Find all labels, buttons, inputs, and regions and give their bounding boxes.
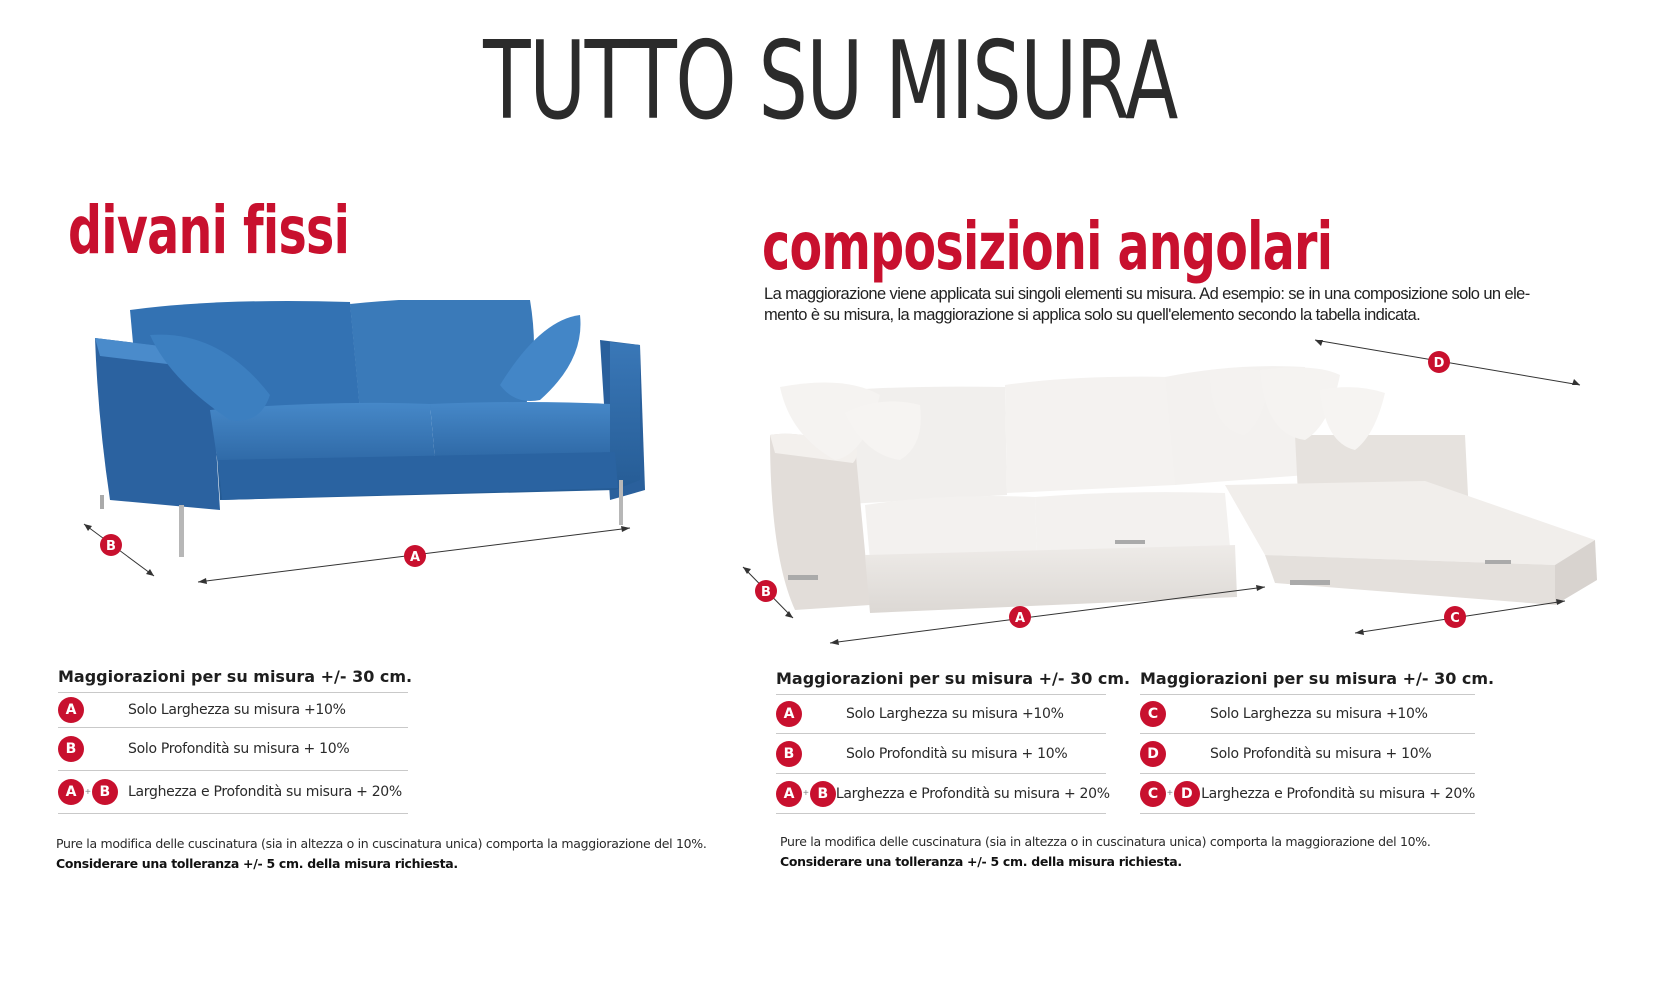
badge-b: B (776, 741, 802, 767)
table-row (58, 692, 408, 727)
table-header: Maggiorazioni per su misura +/- 30 cm. (776, 669, 1131, 688)
marker-b: B (761, 585, 771, 600)
table-row (776, 733, 1106, 773)
table-header: Maggiorazioni per su misura +/- 30 cm. (58, 667, 413, 686)
right-surcharge-table-cd (1140, 664, 1495, 814)
note-line: Pure la modifica delle cuscinatura (sia in altezza o in cuscinatura unica) comporta la maggiorazione del 10%. (780, 834, 1431, 849)
note-tolerance: Considerare una tolleranza +/- 5 cm. della misura richiesta. (780, 854, 1182, 869)
badge-c: C (1140, 701, 1166, 727)
plus-sign: + (1167, 788, 1173, 799)
badge-a: A (58, 779, 84, 805)
blue-sofa-illustration (70, 300, 690, 620)
row-text: Solo Profondità su misura + 10% (1210, 745, 1432, 762)
row-text: Solo Profondità su misura + 10% (128, 741, 350, 757)
corner-sofa-illustration (735, 335, 1615, 655)
table-row (58, 727, 408, 770)
row-text: Solo Larghezza su misura +10% (846, 706, 1064, 722)
row-text: Solo Larghezza su misura +10% (1210, 706, 1428, 722)
badge-d: D (1174, 781, 1200, 807)
table-row (776, 694, 1106, 733)
table-row (1140, 733, 1475, 773)
badge-c: C (1140, 781, 1166, 807)
table-row (1140, 773, 1475, 814)
table-header: Maggiorazioni per su misura +/- 30 cm. (1140, 669, 1495, 688)
marker-c: C (1450, 611, 1460, 626)
badge-d: D (1140, 741, 1166, 767)
marker-d: D (1433, 356, 1445, 371)
badge-b: B (92, 779, 118, 805)
row-text: Larghezza e Profondità su misura + 20% (1201, 785, 1475, 802)
badge-a: A (58, 697, 84, 723)
marker-b: B (106, 539, 116, 554)
badge-b: B (58, 736, 84, 762)
right-surcharge-table-ab (776, 664, 1131, 814)
table-row (58, 770, 408, 814)
table-row (1140, 694, 1475, 733)
note-line: Pure la modifica delle cuscinatura (sia in altezza o in cuscinatura unica) comporta la maggiorazione del 10%. (56, 836, 707, 851)
row-text: Solo Larghezza su misura +10% (128, 702, 346, 718)
badge-b: B (810, 781, 836, 807)
marker-a: A (409, 550, 421, 565)
note-tolerance: Considerare una tolleranza +/- 5 cm. della misura richiesta. (56, 856, 458, 871)
left-note (56, 834, 707, 874)
section-title-composizioni-angolari: composizioni angolari (762, 208, 1333, 285)
left-surcharge-table (58, 662, 413, 814)
right-note (780, 832, 1431, 872)
table-row (776, 773, 1110, 814)
description-line: mento è su misura, la maggiorazione si applica solo su quell'elemento secondo la tabella indicata. (764, 306, 1421, 324)
row-text: Larghezza e Profondità su misura + 20% (128, 784, 402, 800)
page-title: TUTTO SU MISURA (483, 19, 1177, 144)
marker-a: A (1014, 611, 1026, 626)
plus-sign: + (803, 788, 809, 799)
description-line: La maggiorazione viene applicata sui singoli elementi su misura. Ad esempio: se in una composizione solo un ele- (764, 285, 1530, 303)
section-description (764, 284, 1594, 326)
row-text: Larghezza e Profondità su misura + 20% (835, 785, 1110, 802)
section-title-divani-fissi: divani fissi (68, 192, 350, 269)
row-text: Solo Profondità su misura + 10% (846, 745, 1068, 762)
badge-a: A (776, 701, 802, 727)
badge-a: A (776, 781, 802, 807)
plus-sign: + (85, 786, 91, 798)
